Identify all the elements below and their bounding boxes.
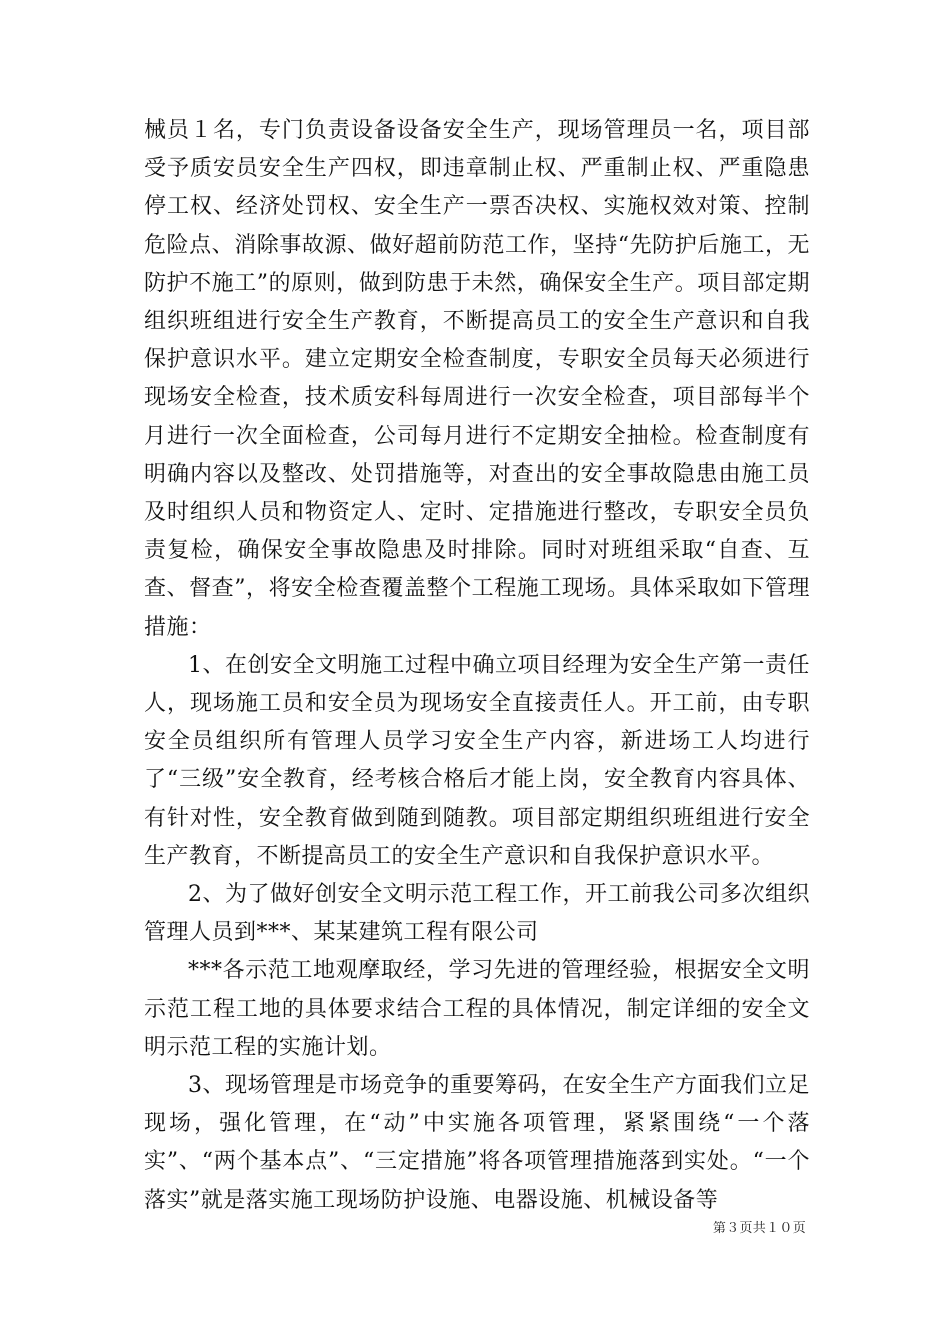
page-number-footer: 第３页共１０页 — [712, 1221, 806, 1236]
paragraph-item-3: 3、现场管理是市场竞争的重要筹码，在安全生产方面我们立足现场，强化管理，在“动”中实施各项管理，紧紧围绕“一个落实”、“两个基本点”、“三定措施”将各项管理措施落到实处。“一个落实”就是落实施工现场防护设施、电器设施、机械设备等 — [144, 1073, 811, 1213]
paragraph-continuation: 械员１名，专门负责设备设备安全生产，现场管理员一名，项目部受予质安员安全生产四权，即违章制止权、严重制止权、严重隐患停工权、经济处罚权、安全生产一票否决权、实施权效对策、控制危险点、消除事故源、做好超前防范工作，坚持“先防护后施工，无防护不施工”的原则，做到防患于未然，确保安全生产。项目部定期组织班组进行安全生产教育，不断提高员工的安全生产意识和自我保护意识水平。建立定期安全检查制度，专职安全员每天必须进行现场安全检查，技术质安科每周进行一次安全检查，项目部每半个月进行一次全面检查，公司每月进行不定期安全抽检。检查制度有明确内容以及整改、处罚措施等，对查出的安全事故隐患由施工员及时组织人员和物资定人、定时、定措施进行整改，专职安全员负责复检，确保安全事故隐患及时排除。同时对班组采取“自查、互查、督查”，将安全检查覆盖整个工程施工现场。具体采取如下管理措施： — [144, 118, 810, 640]
document-body — [144, 112, 810, 1220]
paragraph-item-2: 2、为了做好创安全文明示范工程工作，开工前我公司多次组织管理人员到***、某某建筑工程有限公司 — [144, 882, 810, 946]
paragraph-item-1: 1、在创安全文明施工过程中确立项目经理为安全生产第一责任人，现场施工员和安全员为现场安全直接责任人。开工前，由专职安全员组织所有管理人员学习安全生产内容，新进场工人均进行了“三级”安全教育，经考核合格后才能上岗，安全教育内容具体、有针对性，安全教育做到随到随教。项目部定期组织班组进行安全生产教育，不断提高员工的安全生产意识和自我保护意识水平。 — [144, 652, 810, 869]
paragraph-item-2-continued: ***各示范工地观摩取经，学习先进的管理经验，根据安全文明示范工程工地的具体要求结合工程的具体情况，制定详细的安全文明示范工程的实施计划。 — [144, 958, 810, 1060]
